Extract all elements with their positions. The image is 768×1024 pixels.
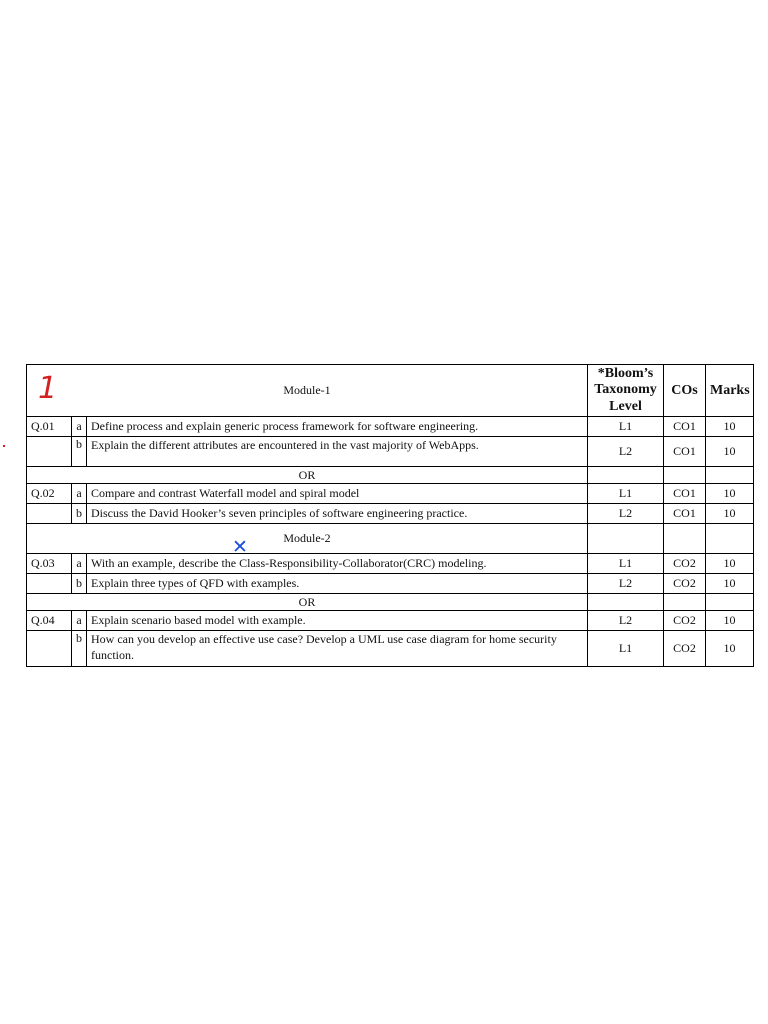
- course-outcome: CO2: [664, 554, 706, 574]
- empty-cell: [664, 467, 706, 484]
- question-text: Discuss the David Hooker’s seven principles of software engineering practice.: [87, 504, 588, 524]
- sub-question: b: [72, 631, 87, 667]
- empty-cell: [588, 467, 664, 484]
- question-text: Explain three types of QFD with examples.: [87, 574, 588, 594]
- handwritten-number: 1: [38, 371, 58, 406]
- question-text: Define process and explain generic process framework for software engineering.: [87, 417, 588, 437]
- module-2-row: [27, 524, 754, 554]
- question-number: [27, 631, 72, 667]
- table-row: [27, 554, 754, 574]
- empty-cell: [664, 594, 706, 611]
- module-2-title: Module-2: [27, 524, 588, 554]
- course-outcome: CO1: [664, 504, 706, 524]
- module-1-title: Module-1: [27, 365, 588, 417]
- marks: 10: [706, 504, 754, 524]
- course-outcome: CO2: [664, 631, 706, 667]
- question-text: Explain the different attributes are encountered in the vast majority of WebApps.: [87, 437, 588, 467]
- or-label: OR: [27, 594, 588, 611]
- bloom-level: L2: [588, 574, 664, 594]
- sub-question: a: [72, 554, 87, 574]
- marks-header: Marks: [706, 365, 754, 417]
- bloom-level: L2: [588, 504, 664, 524]
- empty-cell: [664, 524, 706, 554]
- question-text: With an example, describe the Class-Responsibility-Collaborator(CRC) modeling.: [87, 554, 588, 574]
- marks: 10: [706, 437, 754, 467]
- bloom-level: L2: [588, 437, 664, 467]
- table-row: [27, 574, 754, 594]
- sub-question: a: [72, 484, 87, 504]
- table-row: [27, 417, 754, 437]
- table-row: [27, 504, 754, 524]
- table-row: [27, 437, 754, 467]
- or-label: OR: [27, 467, 588, 484]
- empty-cell: [706, 524, 754, 554]
- marks: 10: [706, 484, 754, 504]
- table-row: [27, 484, 754, 504]
- question-number: [27, 504, 72, 524]
- bloom-level: L1: [588, 631, 664, 667]
- empty-cell: [706, 467, 754, 484]
- bloom-header: *Bloom’s Taxonomy Level: [588, 365, 664, 417]
- empty-cell: [588, 524, 664, 554]
- question-number: [27, 437, 72, 467]
- or-row: [27, 594, 754, 611]
- bloom-level: L1: [588, 417, 664, 437]
- marks: 10: [706, 574, 754, 594]
- empty-cell: [706, 594, 754, 611]
- marks: 10: [706, 611, 754, 631]
- question-number: Q.02: [27, 484, 72, 504]
- sub-question: a: [72, 417, 87, 437]
- question-paper-table: [26, 364, 754, 667]
- bloom-level: L1: [588, 554, 664, 574]
- course-outcome: CO1: [664, 484, 706, 504]
- question-text: Explain scenario based model with example.: [87, 611, 588, 631]
- question-text: How can you develop an effective use case? Develop a UML use case diagram for home security function.: [87, 631, 588, 667]
- question-text: Compare and contrast Waterfall model and spiral model: [87, 484, 588, 504]
- bloom-level: L1: [588, 484, 664, 504]
- table-row: [27, 611, 754, 631]
- course-outcome: CO1: [664, 417, 706, 437]
- cos-header: COs: [664, 365, 706, 417]
- bloom-level: L2: [588, 611, 664, 631]
- course-outcome: CO2: [664, 611, 706, 631]
- table-row: [27, 631, 754, 667]
- question-number: Q.04: [27, 611, 72, 631]
- sub-question: b: [72, 574, 87, 594]
- handwritten-cross-mark: ✕: [232, 536, 248, 558]
- course-outcome: CO2: [664, 574, 706, 594]
- marks: 10: [706, 554, 754, 574]
- question-number: [27, 574, 72, 594]
- empty-cell: [588, 594, 664, 611]
- or-row: [27, 467, 754, 484]
- sub-question: b: [72, 504, 87, 524]
- header-row: [27, 365, 754, 417]
- red-ink-dot: [3, 445, 5, 447]
- marks: 10: [706, 417, 754, 437]
- course-outcome: CO1: [664, 437, 706, 467]
- question-number: Q.03: [27, 554, 72, 574]
- marks: 10: [706, 631, 754, 667]
- sub-question: b: [72, 437, 87, 467]
- sub-question: a: [72, 611, 87, 631]
- question-number: Q.01: [27, 417, 72, 437]
